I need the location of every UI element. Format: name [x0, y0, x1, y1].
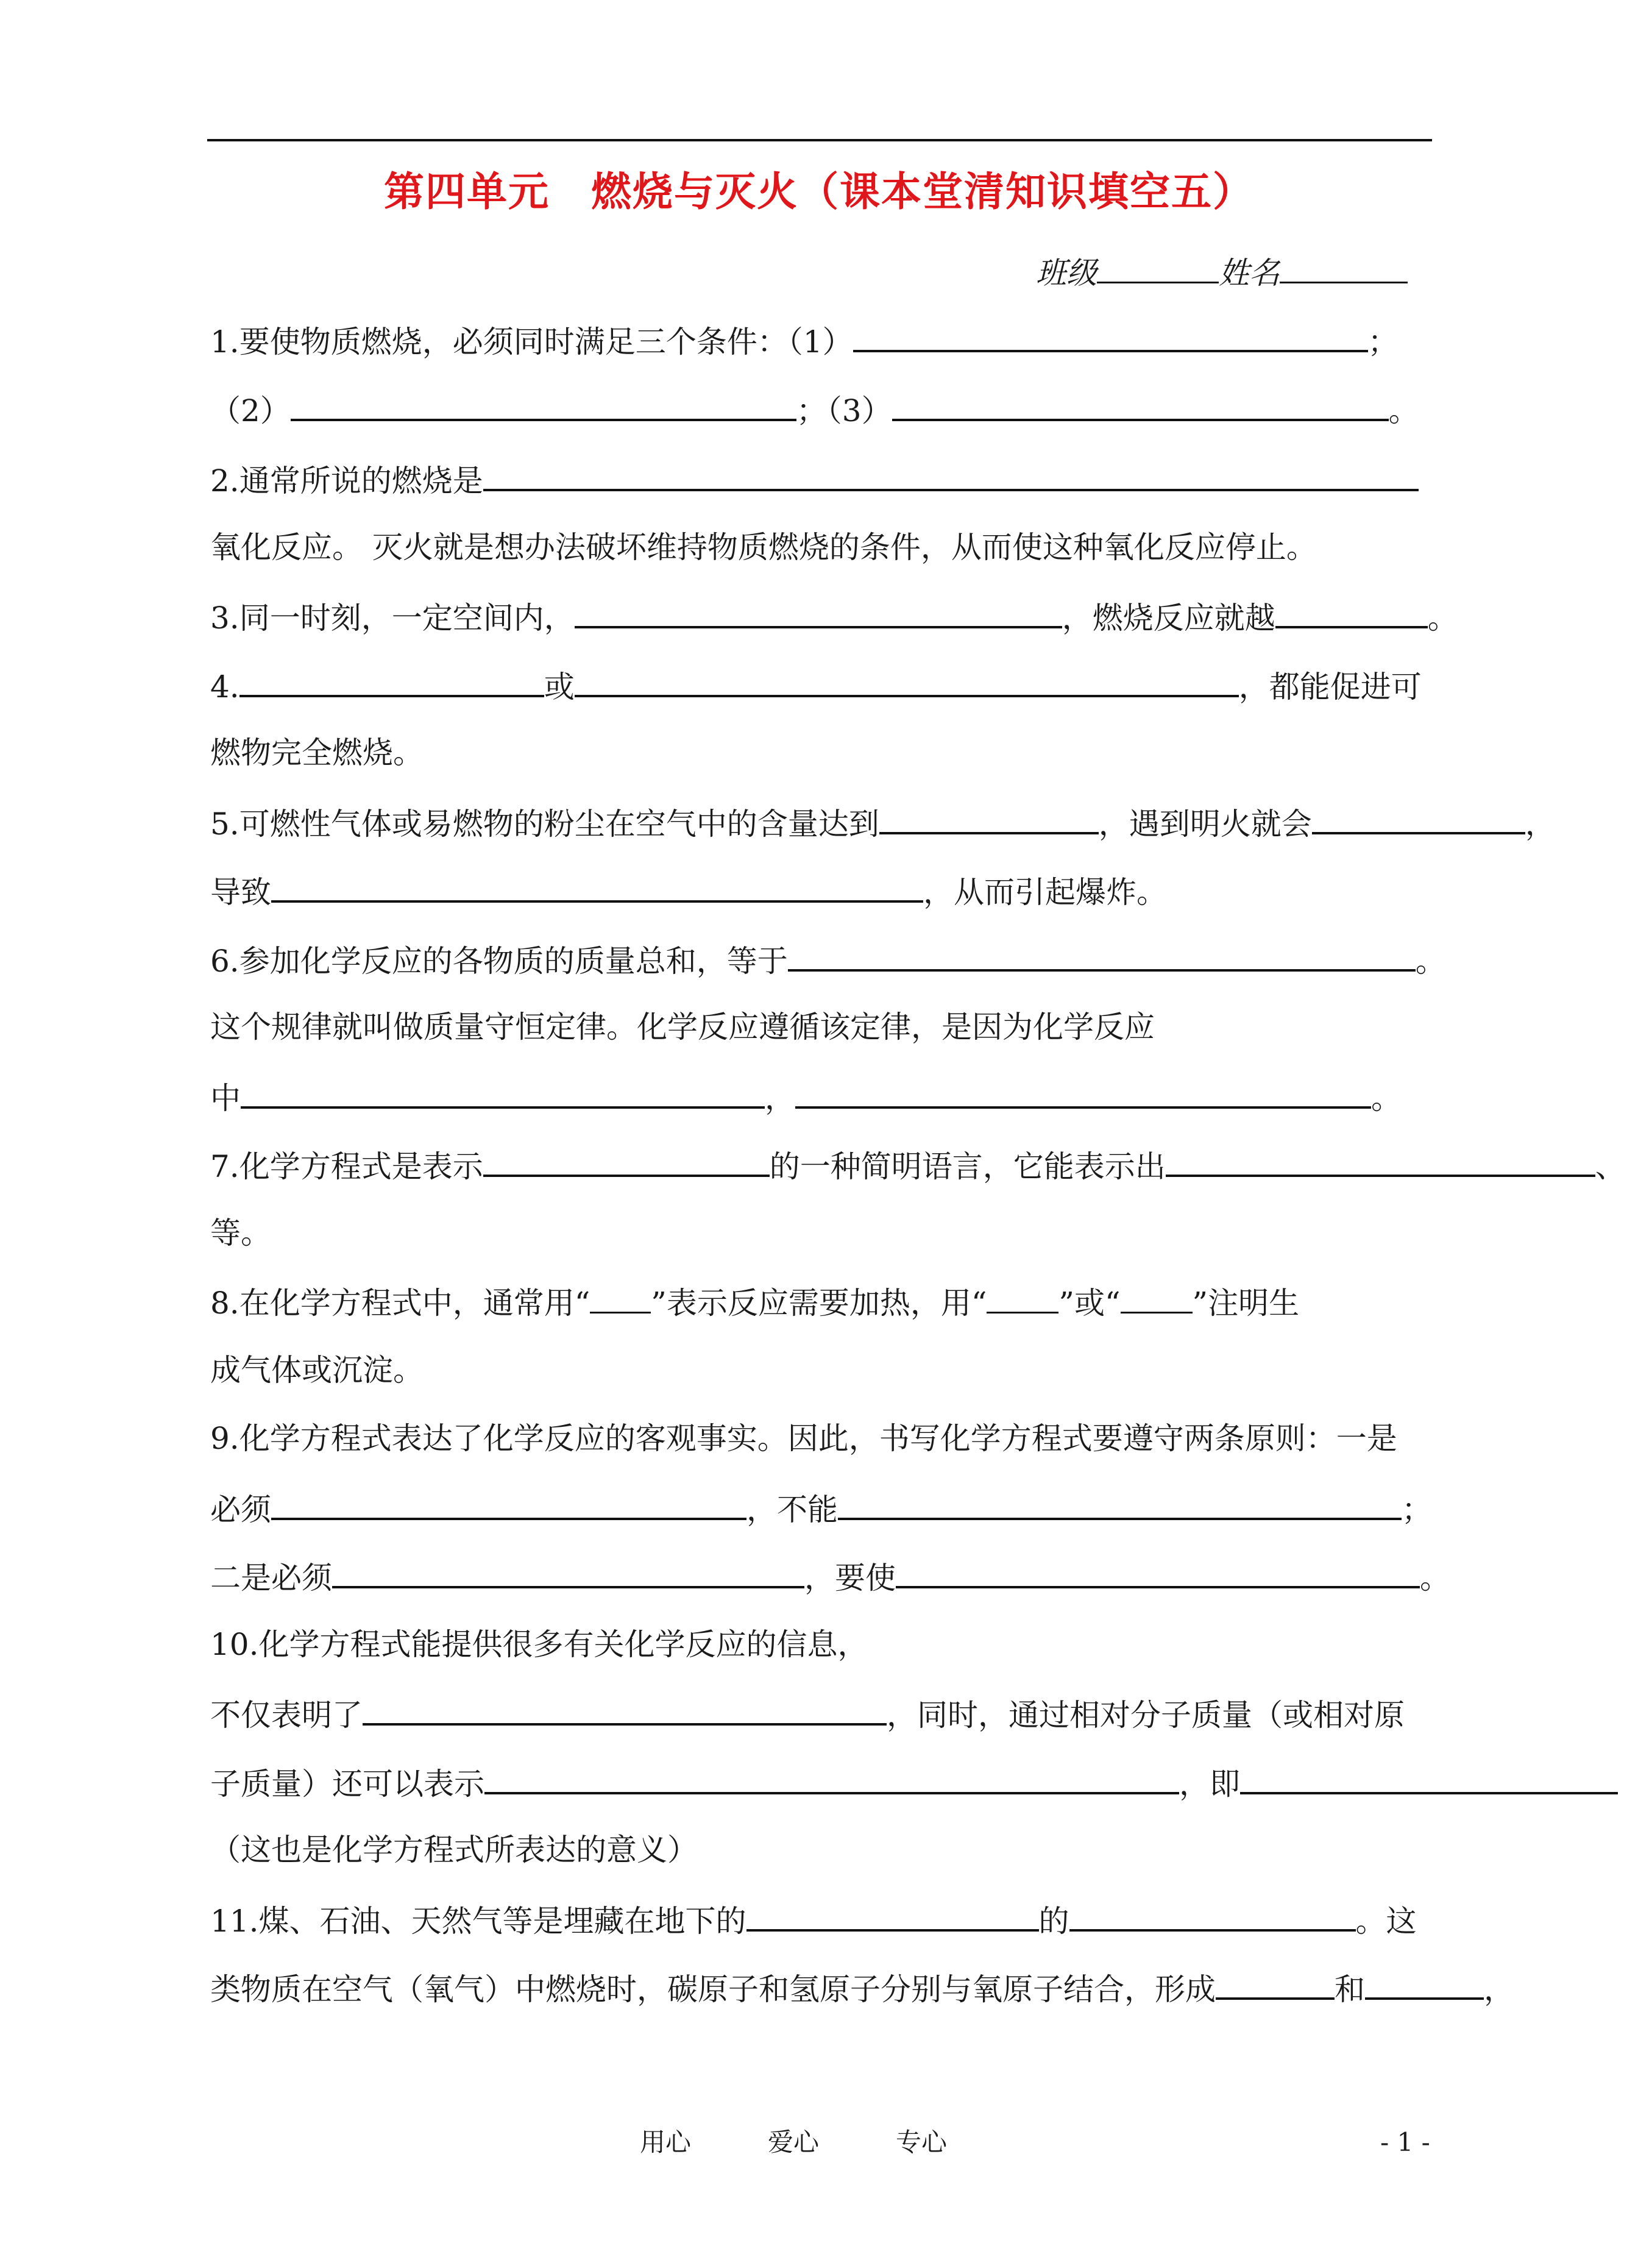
q7-blank-1[interactable] [483, 1143, 770, 1177]
q5-line-2 [210, 869, 1167, 914]
q3-line [210, 594, 1458, 639]
q3-blank-1[interactable] [575, 594, 1062, 628]
q4-or: 或 [544, 669, 575, 705]
q9-sep: ； [1402, 1492, 1432, 1527]
q8-blank-3[interactable] [1121, 1280, 1193, 1314]
q6-blank-2[interactable] [241, 1075, 765, 1109]
header-rule [207, 139, 1432, 141]
q6-blank-1[interactable] [788, 937, 1416, 972]
q6-sep: ， [765, 1081, 795, 1116]
q9-text-4: ，要使 [804, 1560, 896, 1596]
q9-end: 。 [1420, 1560, 1450, 1596]
q5-text: 5.可燃性气体或易燃物的粉尘在空气中的含量达到 [210, 806, 879, 842]
q11-text: 11.煤、石油、天然气等是埋藏在地下的 [210, 1904, 746, 1939]
q7-text-2: 的一种简明语言，它能表示出 [769, 1149, 1166, 1184]
q6-text: 6.参加化学反应的各物质的质量总和，等于 [210, 944, 788, 979]
q8-text-3: ”或“ [1058, 1285, 1121, 1321]
q1-blank-1[interactable] [853, 318, 1368, 352]
q7-line-1 [210, 1143, 1626, 1188]
q11-and: 和 [1335, 1972, 1365, 2007]
q10-text-3: 子质量）还可以表示 [210, 1766, 484, 1802]
class-label: 班级 [1036, 255, 1097, 291]
q11-sep: ， [1484, 1972, 1514, 2007]
q1-text-3: ；（3） [796, 393, 892, 428]
q6-line-1 [210, 937, 1446, 983]
q11-text-2: 的 [1038, 1904, 1069, 1939]
q8-blank-1[interactable] [590, 1280, 651, 1314]
q4-blank-2[interactable] [575, 663, 1239, 697]
q3-text-2: ，燃烧反应就越 [1062, 600, 1275, 636]
q6-blank-3[interactable] [795, 1075, 1371, 1109]
q11-blank-2[interactable] [1069, 1897, 1356, 1932]
q5-line-1 [210, 800, 1556, 845]
q8-line-2: 成气体或沉淀。 [210, 1353, 424, 1388]
q7-blank-2[interactable] [1166, 1143, 1595, 1177]
q8-text: 8.在化学方程式中，通常用“ [210, 1285, 590, 1321]
q3-blank-2[interactable] [1275, 594, 1428, 628]
q4-line-2: 燃物完全燃烧。 [210, 735, 424, 770]
name-label: 姓名 [1219, 255, 1280, 291]
q11-text-3: 。这 [1355, 1904, 1417, 1939]
q6-text-2: 中 [210, 1081, 241, 1116]
q9-blank-4[interactable] [896, 1554, 1420, 1588]
q9-line-1: 9.化学方程式表达了化学反应的客观事实。因此，书写化学方程式要遵守两条原则：一是 [210, 1421, 1397, 1456]
q5-text-3: 导致 [210, 875, 271, 910]
q1-line-2 [210, 387, 1419, 432]
q5-blank-2[interactable] [1312, 800, 1525, 834]
q8-text-2: ”表示反应需要加热，用“ [651, 1285, 987, 1321]
q10-text: 不仅表明了 [210, 1697, 363, 1733]
q1-blank-3[interactable] [892, 387, 1389, 421]
q10-blank-2[interactable] [484, 1760, 1179, 1794]
q2-text: 2.通常所说的燃烧是 [210, 463, 483, 499]
q1-sep: ； [1367, 324, 1399, 360]
q7-line-2: 等。 [210, 1215, 271, 1251]
q11-line-1 [210, 1897, 1417, 1943]
q10-text-4: ，即 [1179, 1766, 1240, 1802]
q5-text-4: ，从而引起爆炸。 [923, 875, 1167, 910]
name-blank[interactable] [1280, 250, 1408, 283]
q10-line-1: 10.化学方程式能提供很多有关化学反应的信息， [210, 1627, 868, 1662]
q9-line-3 [210, 1554, 1450, 1599]
q8-blank-2[interactable] [987, 1280, 1058, 1314]
q9-blank-2[interactable] [838, 1486, 1402, 1520]
q5-blank-3[interactable] [271, 869, 923, 903]
q1-end: 。 [1388, 393, 1419, 428]
q8-text-4: ”注明生 [1192, 1285, 1300, 1321]
q2-blank[interactable] [483, 457, 1419, 491]
q8-line-1 [210, 1280, 1299, 1324]
q6-end: 。 [1415, 944, 1446, 979]
q9-text-3: 二是必须 [210, 1560, 332, 1596]
q5-blank-1[interactable] [879, 800, 1099, 834]
q6-end-2: 。 [1371, 1081, 1402, 1116]
q3-end: 。 [1427, 600, 1458, 636]
q2-line-2: 氧化反应。 灭火就是想办法破坏维持物质燃烧的条件，从而使这种氧化反应停止。 [210, 530, 1317, 565]
q5-text-2: ，遇到明火就会 [1098, 806, 1312, 842]
q9-line-2 [210, 1486, 1432, 1531]
q10-text-2: ，同时，通过相对分子质量（或相对原 [887, 1697, 1405, 1733]
q9-blank-1[interactable] [271, 1486, 746, 1520]
page-title: 第四单元 燃烧与灭火（课本堂清知识填空五） [384, 168, 1254, 215]
q9-blank-3[interactable] [332, 1554, 804, 1588]
q10-blank-1[interactable] [363, 1691, 887, 1726]
q9-text: 必须 [210, 1492, 271, 1527]
class-name-row [1036, 250, 1408, 294]
q7-text: 7.化学方程式是表示 [210, 1149, 483, 1184]
q2-line-1 [210, 457, 1419, 502]
q10-line-2 [210, 1691, 1405, 1737]
q1-text-2: （2） [210, 393, 291, 428]
q10-line-4: （这也是化学方程式所表达的意义） [210, 1832, 698, 1868]
q6-line-3 [210, 1075, 1402, 1120]
q11-blank-4[interactable] [1365, 1966, 1484, 2000]
q6-line-2: 这个规律就叫做质量守恒定律。化学反应遵循该定律，是因为化学反应 [210, 1009, 1155, 1045]
q10-blank-3[interactable] [1240, 1760, 1618, 1794]
q4-text: ，都能促进可 [1238, 669, 1422, 705]
q3-text: 3.同一时刻，一定空间内， [210, 600, 575, 636]
q11-text-4: 类物质在空气（氧气）中燃烧时，碳原子和氢原子分别与氧原子结合，形成 [210, 1972, 1216, 2007]
q10-line-3 [210, 1760, 1618, 1805]
q11-line-2 [210, 1966, 1514, 2011]
q11-blank-1[interactable] [746, 1897, 1039, 1932]
q4-num: 4. [210, 669, 239, 705]
q7-sep: 、 [1595, 1149, 1626, 1184]
q9-text-2: ，不能 [746, 1492, 838, 1527]
class-blank[interactable] [1097, 250, 1219, 283]
q4-blank-1[interactable] [239, 663, 544, 697]
q1-line-1 [210, 318, 1399, 363]
q1-blank-2[interactable] [291, 387, 796, 421]
q5-sep: ， [1525, 806, 1556, 842]
footer-motto: 用心 爱心 专心 [640, 2127, 948, 2157]
page-number: - 1 - [1380, 2127, 1430, 2157]
q4-line-1 [210, 663, 1422, 708]
q11-blank-3[interactable] [1216, 1966, 1335, 2000]
q1-text: 1.要使物质燃烧，必须同时满足三个条件：（1） [210, 324, 853, 360]
